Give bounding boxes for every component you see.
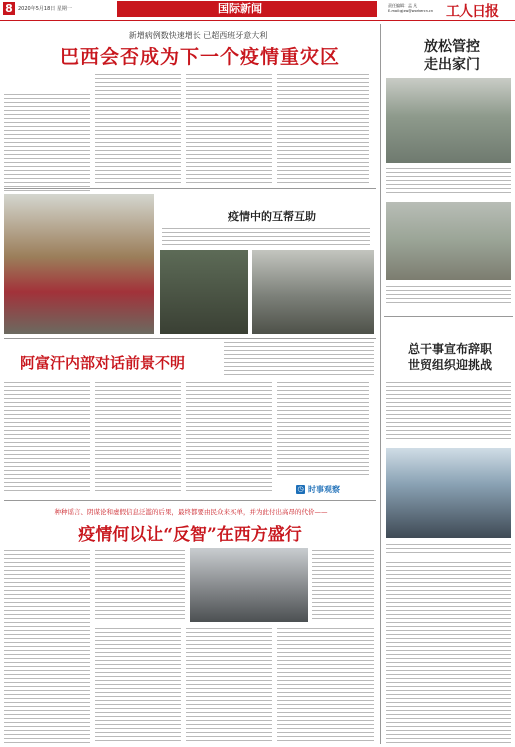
feature-photo-left [4,194,154,334]
sidebar1-headline-line2: 走出家门 [424,57,480,73]
sidebar2-headline-line2: 世贸组织迎挑战 [407,358,492,372]
article3-body-col2 [95,548,185,620]
sidebar2-body-top [386,380,511,442]
article3-photo [190,548,308,622]
column-tag-label: 时事观察 [308,485,340,494]
sidebar1-headline-line1: 放松管控 [424,39,480,55]
article1-body-col3 [186,72,272,184]
article3-body-col3 [95,626,181,744]
top-rule [0,20,515,21]
sidebar1-photo-bottom [386,202,511,280]
column-divider [380,24,381,744]
column-tag [296,484,356,496]
article3-headline: 疫情何以让“反智”在西方盛行 [78,525,302,545]
sidebar1-photo-top [386,78,511,163]
section-name: 国际新闻 [218,2,262,15]
email-line: E-mail:gjxw@workercn.cn [388,9,434,13]
sidebar2-body-bottom [386,560,511,744]
article3-body-col1 [4,548,90,744]
issue-date: 2020年5月18日 星期一 [18,6,72,12]
sidebar1-caption-top [386,166,511,196]
feature-photo-mid [160,250,248,334]
sidebar2-headline-line1: 总干事宣布辞职 [407,342,492,356]
article1-body-col2 [95,72,181,184]
article2-body-col3 [186,380,272,494]
page-number-badge: 8 [3,2,15,15]
masthead [0,0,515,22]
paper-name: 工人日报 [446,4,498,20]
article2-body-col1 [4,380,90,494]
feature-top-rule [4,188,376,189]
article3-body-col4 [186,626,272,744]
sidebar2-photo [386,448,511,538]
article2-body-col2 [95,380,181,494]
article2-byline-block [224,340,374,376]
article3-kicker: 种种谣言、阴谋论和虚假信息泛滥的后果，最终都要由民众来买单，并为此付出高昂的代价—— [54,508,328,516]
article2-body-col4 [277,380,369,476]
sidebar-divider [384,316,513,317]
feature-title: 疫情中的互帮互助 [228,210,316,223]
article2-headline: 阿富汗内部对话前景不明 [20,354,186,372]
article1-body-col4 [277,72,369,184]
sidebar2-caption [386,542,511,556]
feature-caption [162,226,370,246]
article3-body-col5 [277,626,374,744]
editor-line: 责任编辑：孟 凡 [388,3,418,8]
article2-top-rule [4,338,376,339]
article1-kicker: 新增病例数快速增长 已超西班牙意大利 [128,31,268,40]
article3-photo-caption [312,548,374,622]
article1-headline: 巴西会否成为下一个疫情重灾区 [60,46,341,68]
sidebar1-caption-bottom [386,284,511,306]
feature-photo-right [252,250,374,334]
article3-top-rule [4,500,376,501]
clock-icon: ◷ [297,485,304,493]
